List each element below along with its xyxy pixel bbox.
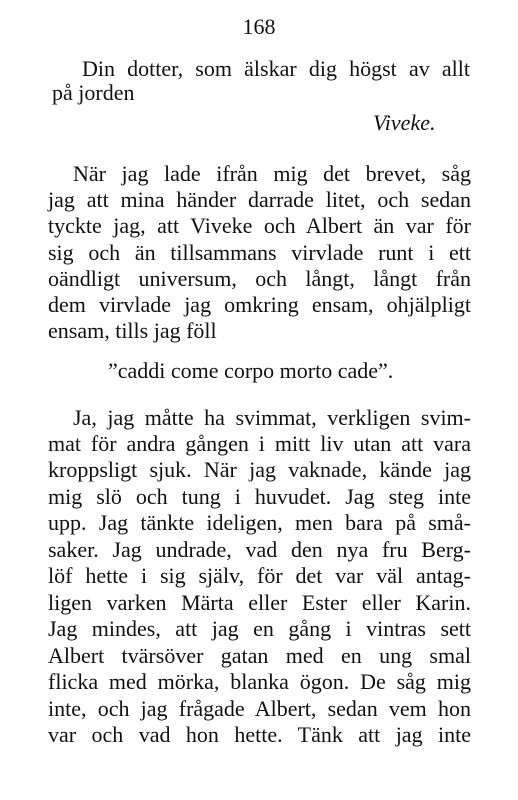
paragraph-1-line: jag att mina händer darrade litet, och sedan	[48, 187, 471, 212]
paragraph-1-line: När jag lade ifrån mig det brevet, såg	[73, 161, 471, 186]
paragraph-2-line: kroppsligt sjuk. När jag vaknade, kände jag	[48, 457, 471, 482]
paragraph-2-line: Jag mindes, att jag en gång i vintras sett	[48, 616, 471, 641]
paragraph-2-line: mig slö och tung i huvudet. Jag steg inte	[48, 484, 471, 509]
paragraph-2-line: löf hette i sig själv, för det var väl antag-	[48, 563, 471, 588]
letter-close-line-2: på jorden	[52, 80, 135, 105]
paragraph-2-line: Albert tvärsöver gatan med en ung smal	[48, 643, 471, 668]
paragraph-2-line: inte, och jag frågade Albert, sedan vem hon	[48, 696, 471, 721]
page-number: 168	[242, 14, 276, 39]
paragraph-2-line: saker. Jag undrade, vad den nya fru Berg-	[48, 537, 471, 562]
paragraph-2-line: ligen varken Märta eller Ester eller Karin.	[48, 590, 471, 615]
paragraph-1-line: tyckte jag, att Viveke och Albert än var för	[48, 213, 471, 238]
paragraph-1-line: ensam, tills jag föll	[48, 318, 217, 343]
letter-close-line-1: Din dotter, som älskar dig högst av allt	[82, 56, 470, 81]
paragraph-2-line: mat för andra gången i mitt liv utan att vara	[48, 431, 471, 456]
paragraph-2-line: upp. Jag tänkte ideligen, men bara på små-	[48, 510, 471, 535]
paragraph-2-line: Ja, jag måtte ha svimmat, verkligen svim-	[73, 405, 471, 430]
paragraph-1-line: sig och än tillsammans virvlade runt i ett	[48, 240, 471, 265]
paragraph-1-line: oändligt universum, och långt, långt från	[48, 266, 471, 291]
letter-signature: Viveke.	[373, 110, 436, 135]
dante-quote: ”caddi come corpo morto cade”.	[108, 358, 394, 383]
paragraph-2-line: flicka med mörka, blanka ögon. De såg mig	[48, 669, 471, 694]
paragraph-1-line: dem virvlade jag omkring ensam, ohjälpligt	[48, 292, 471, 317]
paragraph-2-line: var och vad hon hette. Tänk att jag inte	[48, 722, 471, 747]
